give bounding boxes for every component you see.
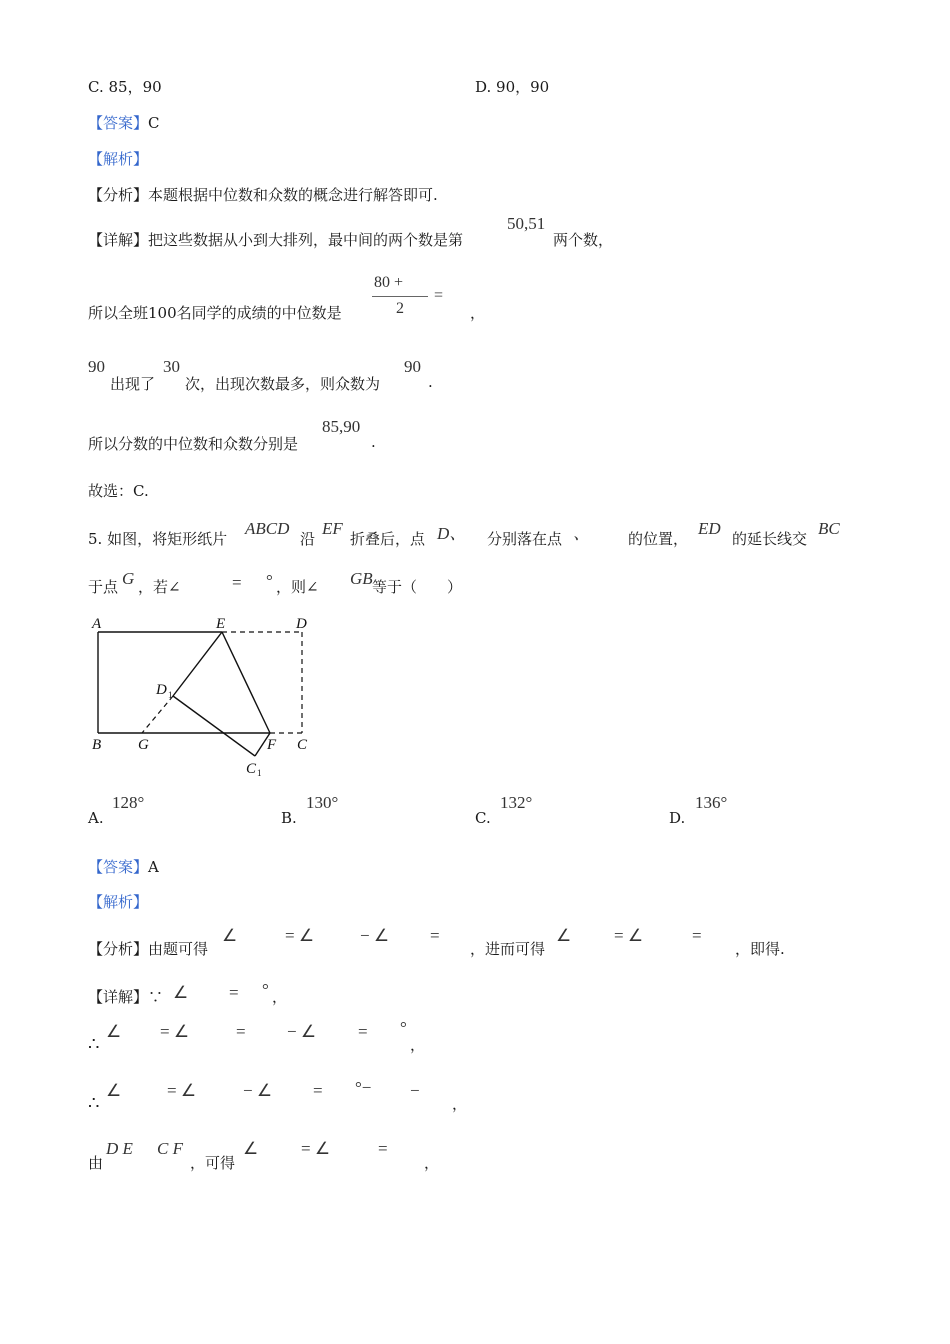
detail-line-q5-1: [88, 986, 163, 1007]
d3-math-5: °−: [355, 1078, 372, 1097]
mode-text-1: 出现了: [110, 375, 156, 393]
fenxi-math-5: ∠: [556, 926, 572, 945]
fenxi-line-q4: [88, 184, 438, 205]
therefore-symbol-1: ∴: [88, 1034, 100, 1055]
d2-math-6: °: [400, 1018, 407, 1037]
folding-figure: [80, 610, 340, 780]
mode-text-2: 次，出现次数最多，则众数为: [185, 375, 381, 393]
d1-math-1: ∠: [173, 983, 189, 1002]
q5-stem2-d: 等于（ ）: [372, 578, 463, 596]
math-d1: 、: [573, 524, 590, 543]
analysis-tag-q5: 【解析】: [88, 893, 149, 911]
option-a-letter: A.: [88, 809, 104, 827]
math-ed: ED: [698, 519, 721, 538]
conclusion-line: 所以分数的中位数和众数分别是: [88, 435, 299, 453]
option-b-value: 130°: [306, 793, 339, 812]
fenxi-tag-q5: 【分析】: [88, 940, 149, 958]
d2-math-5: =: [358, 1022, 368, 1041]
math-abcd: ABCD: [245, 519, 290, 538]
period-2: .: [371, 433, 376, 451]
d4-math-4: = ∠: [301, 1139, 331, 1158]
math-deg: °: [266, 571, 273, 590]
because-symbol: ∵: [148, 988, 164, 1006]
fenxi-math-3: − ∠: [360, 926, 390, 945]
label-d: D: [296, 616, 307, 632]
math-50-51: 50,51: [507, 214, 546, 233]
label-e: E: [216, 616, 226, 632]
d2-math-3: =: [236, 1022, 246, 1041]
d4-text: ，可得: [190, 1154, 236, 1172]
d1-end: ，: [272, 988, 288, 1006]
answer-value-q5: A: [148, 858, 159, 876]
q5-stem-a: 5. 如图，将矩形纸片: [88, 530, 228, 548]
fraction-bar: [372, 296, 428, 297]
comma: ，: [470, 304, 486, 322]
equals-sign: =: [434, 287, 444, 304]
q5-stem-e: 的位置，: [628, 530, 689, 548]
math-eq: =: [232, 573, 242, 592]
d3-math-3: − ∠: [243, 1081, 273, 1100]
answer-value: C: [148, 114, 160, 132]
d3-math-6: −: [410, 1081, 420, 1100]
label-a: A: [92, 616, 102, 632]
d2-math-1: ∠: [106, 1022, 122, 1041]
d3-math-4: =: [313, 1081, 323, 1100]
fenxi-math-6: = ∠: [614, 926, 644, 945]
option-d-q4: D. 90，90: [475, 78, 550, 96]
answer-line-q4: [88, 112, 160, 133]
d4-you: 由: [88, 1154, 104, 1172]
crease-ef: [222, 632, 270, 733]
math-90: 90: [88, 357, 105, 376]
label-b: B: [92, 737, 102, 753]
label-c1: C: [246, 761, 257, 777]
label-c: C: [297, 737, 308, 753]
q5-stem2-c: ，则∠: [276, 578, 319, 596]
label-f: F: [267, 737, 277, 753]
option-a-value: 128°: [112, 793, 145, 812]
fenxi-math-2: = ∠: [285, 926, 315, 945]
q5-stem2-b: ，若∠: [138, 578, 181, 596]
fenxi-text: 本题根据中位数和众数的概念进行解答即可.: [148, 186, 438, 204]
label-g: G: [138, 737, 149, 753]
d3-math-1: ∠: [106, 1081, 122, 1100]
label-d1-sub: 1: [168, 690, 173, 700]
fenxi-text-c: ，即得.: [735, 940, 785, 958]
d2-math-4: − ∠: [287, 1022, 317, 1041]
math-d: D、: [437, 524, 467, 543]
d4-math-3: ∠: [243, 1139, 259, 1158]
fenxi-math-4: =: [430, 926, 440, 945]
q5-stem-b: 沿: [300, 530, 316, 548]
d4-math-de: D E: [106, 1139, 133, 1158]
fraction-numerator: 80 +: [374, 274, 404, 291]
option-d-value: 136°: [695, 793, 728, 812]
fenxi-text-b: ，进而可得: [470, 940, 546, 958]
median-line: 所以全班100名同学的成绩的中位数是: [88, 304, 342, 322]
d1-math-2: =: [229, 983, 239, 1002]
math-90-mode: 90: [404, 357, 421, 376]
q5-stem-c: 折叠后，点: [350, 530, 426, 548]
math-30: 30: [163, 357, 180, 376]
segment-d1g-dashed: [142, 696, 173, 733]
detail-line-1: [88, 229, 463, 250]
math-gb: GB: [350, 569, 373, 588]
analysis-tag-q4: 【解析】: [88, 150, 149, 168]
fenxi-tag: 【分析】: [88, 186, 149, 204]
fraction-denominator: 2: [396, 300, 404, 317]
label-d1: D: [156, 682, 167, 698]
d2-end: ，: [410, 1036, 426, 1054]
option-c-q4: C. 85，90: [88, 78, 162, 96]
therefore-symbol-2: ∴: [88, 1093, 100, 1114]
label-c1-sub: 1: [257, 768, 262, 778]
option-c-letter: C.: [475, 809, 491, 827]
d4-end: ，: [424, 1154, 440, 1172]
detail-tag-q5: 【详解】: [88, 988, 149, 1006]
detail-tag: 【详解】: [88, 231, 149, 249]
q5-stem2-a: 于点: [88, 578, 119, 596]
math-ef: EF: [322, 519, 343, 538]
d4-math-5: =: [378, 1139, 388, 1158]
math-85-90: 85,90: [322, 417, 361, 436]
detail-text-end: 两个数，: [553, 231, 614, 249]
detail-text: 把这些数据从小到大排列，最中间的两个数是第: [148, 231, 464, 249]
answer-line-q5: [88, 856, 159, 877]
period: .: [428, 373, 433, 391]
math-g: G: [122, 569, 135, 588]
d2-math-2: = ∠: [160, 1022, 190, 1041]
option-b-letter: B.: [281, 809, 297, 827]
fenxi-line-q5: [88, 938, 208, 959]
fenxi-math-7: =: [692, 926, 702, 945]
d3-end: ，: [452, 1095, 468, 1113]
d4-math-cf: C F: [157, 1139, 183, 1158]
answer-tag-q5: 【答案】: [88, 858, 149, 876]
option-c-value: 132°: [500, 793, 533, 812]
fenxi-text-a: 由题可得: [148, 940, 209, 958]
math-bc: BC: [818, 519, 840, 538]
q5-stem-f: 的延长线交: [732, 530, 808, 548]
d1-math-3: °: [262, 980, 269, 999]
option-d-letter: D.: [669, 809, 686, 827]
fenxi-math-1: ∠: [222, 926, 238, 945]
choose-line: 故选：C.: [88, 482, 149, 500]
segment-d1c1: [173, 696, 255, 756]
q5-stem-d: 分别落在点: [487, 530, 563, 548]
answer-tag: 【答案】: [88, 114, 149, 132]
segment-ed1: [173, 632, 222, 696]
d3-math-2: = ∠: [167, 1081, 197, 1100]
